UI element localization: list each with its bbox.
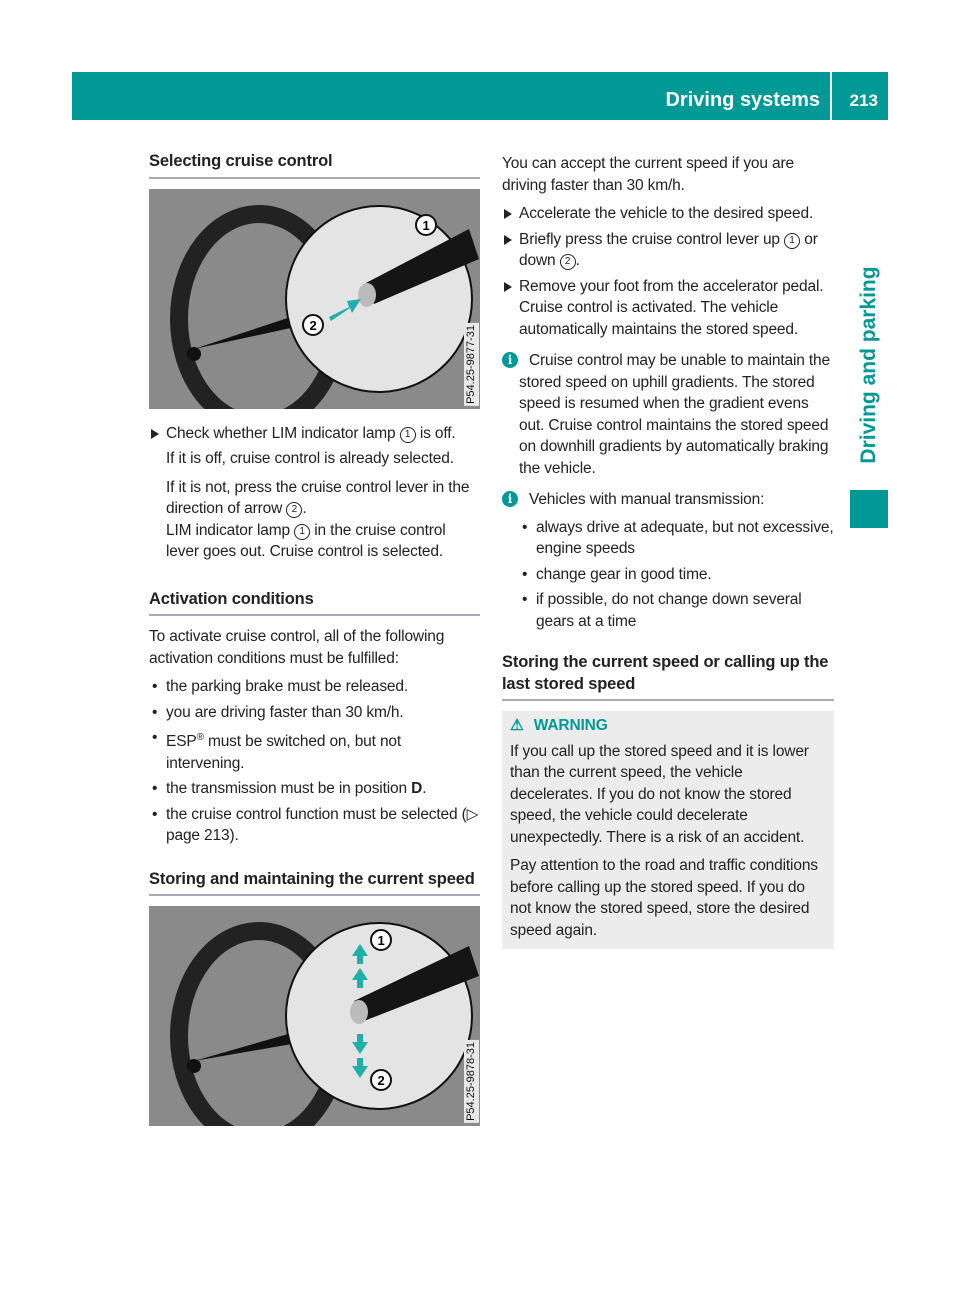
paragraph: You can accept the current speed if you are driving faster than 30 km/h. (502, 155, 794, 194)
info-icon: i (502, 491, 518, 507)
warning-text: Pay attention to the road and traffic conditions before calling up the stored speed. If you do not know the stored speed, store the desired speed again. (510, 857, 818, 939)
list-item: • you are driving faster than 30 km/h. (149, 702, 480, 724)
svg-text:1: 1 (377, 933, 385, 949)
paragraph: Cruise control is activated. The vehicle automatically maintains the stored speed. (519, 299, 799, 338)
step-remove-foot: Remove your foot from the accelerator pedal. (502, 276, 834, 298)
page-number: 213 (849, 91, 878, 110)
warning-title: WARNING (533, 717, 608, 734)
figure-cruise-lever-up-down (149, 906, 480, 1126)
divider (830, 72, 832, 120)
figure-code: P54.25-9877-31 (465, 324, 477, 404)
paragraph: To activate cruise control, all of the following activation conditions must be fulfilled: (149, 628, 445, 667)
paragraph: If it is off, cruise control is already selected. (166, 450, 454, 467)
step-press-lever: Briefly press the cruise control lever up 1 or down 2 . (502, 229, 834, 272)
figure-cruise-lever-select (149, 189, 480, 409)
list-item: • change gear in good time. (519, 564, 834, 586)
warning-triangle-icon: ⚠ (510, 717, 524, 734)
svg-text:2: 2 (377, 1073, 385, 1089)
info-note: i Vehicles with manual transmission: (502, 489, 834, 511)
chapter-marker (850, 490, 888, 528)
warning-text: If you call up the stored speed and it is lower than the current speed, the vehicle decelerates. If you do not know the stored speed, the vehicle could decelerate unexpectedly. There is a risk of an accident. (510, 742, 809, 846)
section-title: Driving systems (665, 89, 820, 111)
step-check-lim: Check whether LIM indicator lamp 1 is off. (149, 423, 480, 445)
warning-box (502, 711, 834, 949)
chapter-tab (850, 255, 888, 475)
header-band (72, 72, 888, 120)
heading-selecting-cruise-control: Selecting cruise control (149, 151, 480, 179)
list-item: • always drive at adequate, but not excessive, engine speeds (519, 517, 834, 560)
chapter-label: Driving and parking (857, 266, 880, 464)
svg-text:1: 1 (422, 217, 430, 233)
heading-storing-calling-speed: Storing the current speed or calling up the last stored speed (502, 652, 834, 701)
paragraph: If it is not, press the cruise control lever in the direction of arrow 2 . (166, 478, 470, 517)
heading-storing-speed: Storing and maintaining the current speed (149, 869, 480, 897)
list-item: • the transmission must be in position D. (149, 778, 480, 800)
svg-text:2: 2 (309, 317, 317, 333)
paragraph: LIM indicator lamp 1 in the cruise control lever goes out. Cruise control is selected. (166, 521, 446, 560)
step-accelerate: Accelerate the vehicle to the desired speed. (502, 203, 834, 225)
list-item: • ESP® must be switched on, but not intervening. (149, 727, 480, 774)
illustration-steering-wheel (149, 189, 480, 409)
right-column (502, 153, 834, 949)
list-item: • the cruise control function must be selected (▷ page 213). (149, 804, 480, 847)
illustration-steering-wheel (149, 906, 480, 1126)
list-item: • if possible, do not change down several gears at a time (519, 589, 834, 632)
figure-code: P54.25-9878-31 (465, 1042, 477, 1122)
info-icon: i (502, 352, 518, 368)
page-reference-link[interactable]: ▷ (466, 805, 479, 823)
left-column (149, 151, 480, 1126)
list-item: • the parking brake must be released. (149, 676, 480, 698)
heading-activation-conditions: Activation conditions (149, 589, 480, 617)
info-note: i Cruise control may be unable to maintain the stored speed on uphill gradients. The stored speed is resumed when the gradient evens out. Cruise control maintains the stored speed on downhill gradients by automatically braking the vehicle. (502, 350, 834, 479)
